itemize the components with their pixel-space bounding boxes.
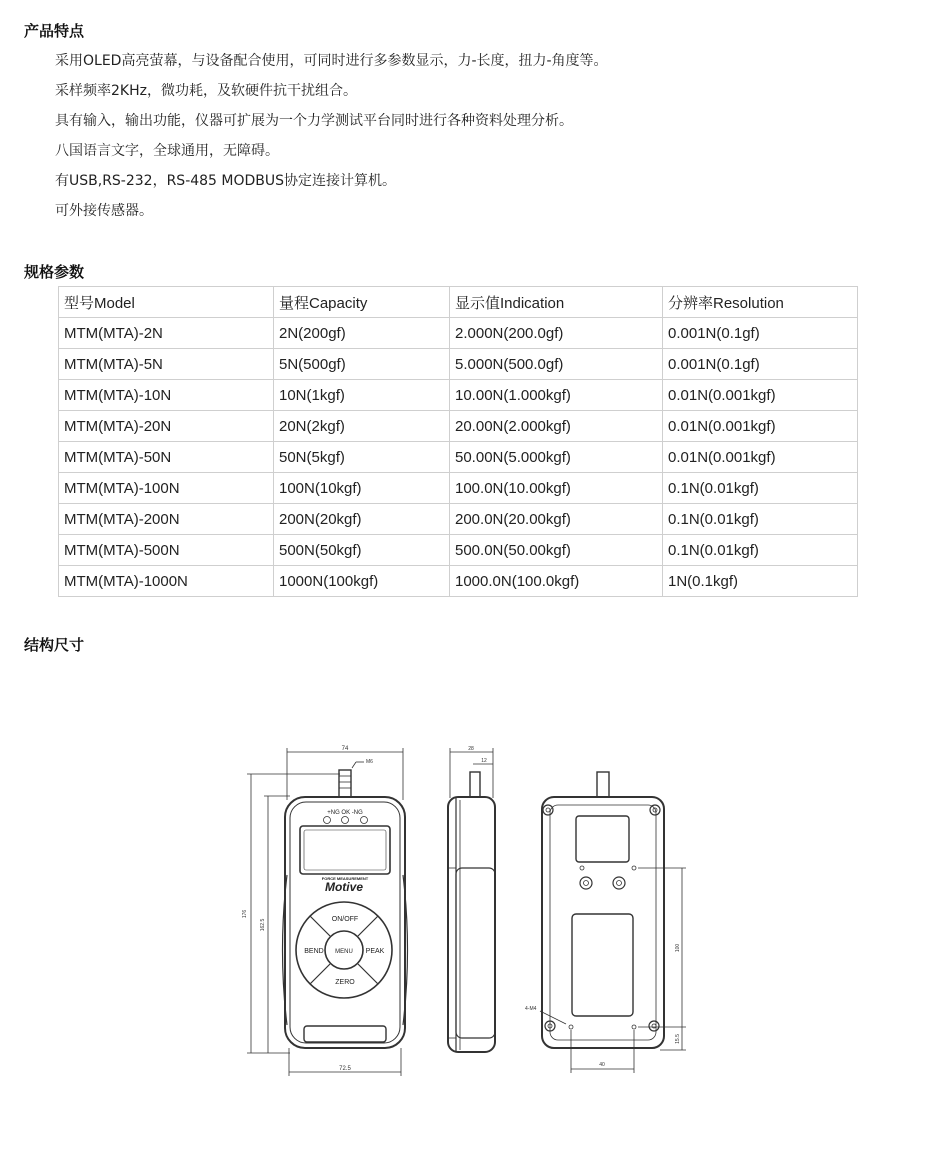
dim-back-width: 40 xyxy=(599,1062,605,1068)
feature-item: 可外接传感器。 xyxy=(55,203,153,219)
cell-capacity: 1000N(100kgf) xyxy=(274,566,450,597)
dim-front-width: 74 xyxy=(341,746,349,752)
cell-capacity: 200N(20kgf) xyxy=(274,504,450,535)
dim-side-depth: 28 xyxy=(468,746,474,752)
header-capacity: 量程Capacity xyxy=(274,287,450,318)
side-view xyxy=(448,748,495,1052)
brand-subtitle: FORCE MEASUREMENT xyxy=(321,876,369,881)
cell-model: MTM(MTA)-200N xyxy=(59,504,274,535)
btn-bend-label: BEND xyxy=(304,948,324,955)
cell-resolution: 0.01N(0.001kgf) xyxy=(663,380,858,411)
holes-label: 4-M4 xyxy=(525,1006,537,1012)
feature-item: 有USB,RS-232，RS-485 MODBUS协定连接计算机。 xyxy=(55,173,397,189)
feature-item: 采样频率2KHz，微功耗，及软硬件抗干扰组合。 xyxy=(55,83,357,99)
cell-indication: 2.000N(200.0gf) xyxy=(450,318,663,349)
cell-resolution: 0.001N(0.1gf) xyxy=(663,318,858,349)
spec-heading: 规格参数 xyxy=(24,263,85,281)
dim-back-height: 100 xyxy=(675,943,681,953)
led-labels: +NG OK -NG xyxy=(327,810,363,816)
cell-model: MTM(MTA)-2N xyxy=(59,318,274,349)
cell-capacity: 5N(500gf) xyxy=(274,349,450,380)
cell-capacity: 10N(1kgf) xyxy=(274,380,450,411)
features-heading: 产品特点 xyxy=(24,22,85,40)
cell-indication: 100.0N(10.00kgf) xyxy=(450,473,663,504)
cell-capacity: 50N(5kgf) xyxy=(274,442,450,473)
btn-peak-label: PEAK xyxy=(365,948,385,955)
cell-capacity: 100N(10kgf) xyxy=(274,473,450,504)
cell-capacity: 500N(50kgf) xyxy=(274,535,450,566)
thread-label: M6 xyxy=(366,759,373,765)
cell-model: MTM(MTA)-100N xyxy=(59,473,274,504)
cell-indication: 200.0N(20.00kgf) xyxy=(450,504,663,535)
header-indication: 显示值Indication xyxy=(450,287,663,318)
cell-indication: 10.00N(1.000kgf) xyxy=(450,380,663,411)
btn-menu-label: MENU xyxy=(335,949,353,955)
feature-item: 采用OLED高亮萤幕，与设备配合使用，可同时进行多参数显示，力-长度，扭力-角度等。 xyxy=(55,53,608,69)
cell-model: MTM(MTA)-1000N xyxy=(59,566,274,597)
cell-resolution: 0.001N(0.1gf) xyxy=(663,349,858,380)
cell-indication: 500.0N(50.00kgf) xyxy=(450,535,663,566)
cell-indication: 50.00N(5.000kgf) xyxy=(450,442,663,473)
structure-heading: 结构尺寸 xyxy=(24,636,85,654)
cell-capacity: 2N(200gf) xyxy=(274,318,450,349)
cell-resolution: 0.01N(0.001kgf) xyxy=(663,442,858,473)
header-model: 型号Model xyxy=(59,287,274,318)
cell-resolution: 1N(0.1kgf) xyxy=(663,566,858,597)
cell-model: MTM(MTA)-20N xyxy=(59,411,274,442)
cell-indication: 20.00N(2.000kgf) xyxy=(450,411,663,442)
cell-model: MTM(MTA)-500N xyxy=(59,535,274,566)
cell-model: MTM(MTA)-50N xyxy=(59,442,274,473)
dim-back-bottom: 15.5 xyxy=(675,1034,681,1044)
dim-front-bottom: 72.5 xyxy=(339,1066,351,1072)
cell-indication: 5.000N(500.0gf) xyxy=(450,349,663,380)
cell-resolution: 0.1N(0.01kgf) xyxy=(663,504,858,535)
dim-side-inner: 12 xyxy=(481,758,487,764)
cell-resolution: 0.1N(0.01kgf) xyxy=(663,473,858,504)
cell-model: MTM(MTA)-10N xyxy=(59,380,274,411)
header-resolution: 分辨率Resolution xyxy=(663,287,858,318)
cell-resolution: 0.01N(0.001kgf) xyxy=(663,411,858,442)
feature-item: 具有输入，输出功能，仪器可扩展为一个力学测试平台同时进行各种资料处理分析。 xyxy=(55,113,573,129)
cell-capacity: 20N(2kgf) xyxy=(274,411,450,442)
brand-logo: Motive xyxy=(324,880,364,894)
btn-onoff-label: ON/OFF xyxy=(331,916,359,923)
cell-indication: 1000.0N(100.0kgf) xyxy=(450,566,663,597)
front-view xyxy=(247,748,408,1076)
cell-model: MTM(MTA)-5N xyxy=(59,349,274,380)
dim-front-height: 176 xyxy=(242,909,248,919)
feature-item: 八国语言文字，全球通用，无障碍。 xyxy=(55,143,279,159)
back-view xyxy=(540,772,686,1073)
btn-zero-label: ZERO xyxy=(335,979,355,986)
cell-resolution: 0.1N(0.01kgf) xyxy=(663,535,858,566)
dim-front-height-inner: 162.5 xyxy=(260,918,266,932)
